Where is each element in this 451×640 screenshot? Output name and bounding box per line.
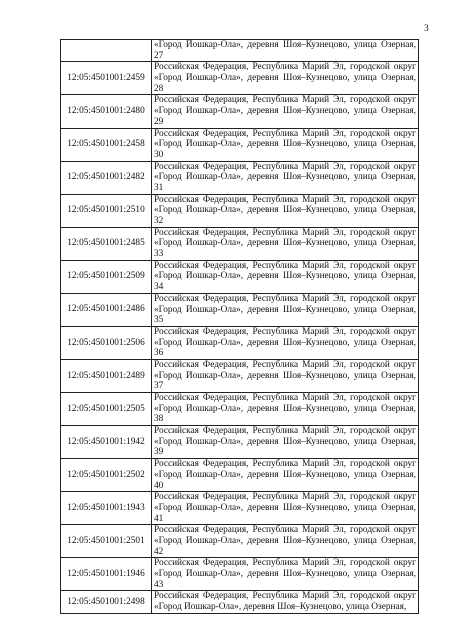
house-number: 27 [154, 50, 164, 61]
cadastral-number-cell: 12:05:4501001:2485 [61, 227, 152, 260]
address-line: «Город Йошкар-Ола», деревня Шоя–Кузнецово, улица Озерная, [154, 73, 416, 84]
table-row [61, 95, 419, 128]
address-line: «Город Йошкар-Ола», деревня Шоя–Кузнецово, улица Озерная, [154, 370, 416, 381]
address-line: «Город Йошкар-Ола», деревня Шоя–Кузнецово, улица Озерная, [154, 304, 416, 315]
table-row [61, 525, 419, 558]
address-line: Российская Федерация, Республика Марий Эл, городской округ [154, 426, 416, 437]
address-line: «Город Йошкар-Ола», деревня Шоя–Кузнецово, улица Озерная, [154, 139, 416, 150]
cadastral-number-cell: 12:05:4501001:1942 [61, 426, 152, 459]
table-body [61, 40, 419, 614]
cadastral-number-cell: 12:05:4501001:2486 [61, 293, 152, 326]
address-line: Российская Федерация, Республика Марий Эл, городской округ [154, 326, 416, 337]
table-row [61, 293, 419, 326]
address-line: «Город Йошкар-Ола», деревня Шоя–Кузнецово, улица Озерная, [154, 403, 416, 414]
address-cell [152, 95, 419, 128]
house-number: 43 [154, 579, 164, 590]
house-number: 41 [154, 513, 164, 524]
cadastral-number-cell: 12:05:4501001:2502 [61, 459, 152, 492]
cadastral-number-cell: 12:05:4501001:2505 [61, 393, 152, 426]
house-number: 29 [154, 116, 164, 127]
table-row [61, 426, 419, 459]
address-cell [152, 591, 419, 613]
address-line: Российская Федерация, Республика Марий Эл, городской округ [154, 161, 416, 172]
address-cell [152, 393, 419, 426]
address-line: Российская Федерация, Республика Марий Эл, городской округ [154, 128, 416, 139]
house-number: 40 [154, 480, 164, 491]
address-cell [152, 293, 419, 326]
cadastral-number-cell [61, 40, 152, 62]
table-row [61, 359, 419, 392]
page-number: 3 [424, 24, 429, 34]
address-line: «Город Йошкар-Ола», деревня Шоя–Кузнецово, улица Озерная, [154, 469, 416, 480]
house-number: 33 [154, 249, 164, 260]
house-number: 36 [154, 348, 164, 359]
address-line: «Город Йошкар-Ола», деревня Шоя–Кузнецово, улица Озерная, [154, 271, 416, 282]
cadastral-number-cell: 12:05:4501001:2506 [61, 326, 152, 359]
cadastral-number-cell: 12:05:4501001:2489 [61, 359, 152, 392]
table-row [61, 227, 419, 260]
table-row [61, 591, 419, 613]
address-line: Российская Федерация, Республика Марий Эл, городской округ [154, 227, 416, 238]
house-number: 35 [154, 315, 164, 326]
address-line: «Город Йошкар-Ола», деревня Шоя–Кузнецово, улица Озерная, [154, 602, 407, 613]
cadastral-number-cell: 12:05:4501001:1946 [61, 558, 152, 591]
address-cell [152, 128, 419, 161]
address-cell [152, 194, 419, 227]
cadastral-number-cell: 12:05:4501001:1943 [61, 492, 152, 525]
table-row [61, 40, 419, 62]
address-line: «Город Йошкар-Ола», деревня Шоя–Кузнецово, улица Озерная, [154, 205, 416, 216]
address-line: «Город Йошкар-Ола», деревня Шоя–Кузнецово, улица Озерная, [154, 337, 416, 348]
address-cell [152, 62, 419, 95]
address-line: Российская Федерация, Республика Марий Эл, городской округ [154, 359, 416, 370]
cadastral-number-cell: 12:05:4501001:2509 [61, 260, 152, 293]
address-cell [152, 558, 419, 591]
cadastral-number-cell: 12:05:4501001:2501 [61, 525, 152, 558]
table-row [61, 393, 419, 426]
house-number: 30 [154, 149, 164, 160]
house-number: 38 [154, 414, 164, 425]
house-number: 32 [154, 216, 164, 226]
cadastral-number-cell: 12:05:4501001:2458 [61, 128, 152, 161]
table-row [61, 62, 419, 95]
cadastral-number-cell: 12:05:4501001:2459 [61, 62, 152, 95]
table-row [61, 326, 419, 359]
table-row [61, 194, 419, 227]
house-number: 31 [154, 182, 164, 193]
house-number: 34 [154, 282, 164, 293]
house-number: 39 [154, 447, 164, 458]
address-line: Российская Федерация, Республика Марий Эл, городской округ [154, 293, 416, 304]
address-line: Российская Федерация, Республика Марий Эл, городской округ [154, 591, 416, 602]
table-row [61, 161, 419, 194]
address-line: «Город Йошкар-Ола», деревня Шоя–Кузнецово, улица Озерная, [154, 238, 416, 249]
table-row [61, 128, 419, 161]
address-line: Российская Федерация, Республика Марий Эл, городской округ [154, 194, 416, 205]
address-cell [152, 459, 419, 492]
table-row [61, 492, 419, 525]
house-number: 37 [154, 381, 164, 392]
table-row [61, 260, 419, 293]
address-cell [152, 426, 419, 459]
address-line: «Город Йошкар-Ола», деревня Шоя–Кузнецово, улица Озерная, [154, 535, 416, 546]
address-cell [152, 161, 419, 194]
address-cell [152, 492, 419, 525]
address-line: «Город Йошкар-Ола», деревня Шоя–Кузнецово, улица Озерная, [154, 502, 416, 513]
address-line: «Город Йошкар-Ола», деревня Шоя–Кузнецово, улица Озерная, [154, 172, 416, 183]
cadastral-number-cell: 12:05:4501001:2510 [61, 194, 152, 227]
cadastral-number-cell: 12:05:4501001:2480 [61, 95, 152, 128]
address-cell [152, 227, 419, 260]
address-cell [152, 260, 419, 293]
address-line: Российская Федерация, Республика Марий Эл, городской округ [154, 260, 416, 271]
address-line: Российская Федерация, Республика Марий Эл, городской округ [154, 393, 416, 403]
address-line: Российская Федерация, Республика Марий Эл, городской округ [154, 492, 416, 503]
cadastral-number-cell: 12:05:4501001:2482 [61, 161, 152, 194]
address-line: «Город Йошкар-Ола», деревня Шоя–Кузнецово, улица Озерная, [154, 436, 416, 447]
cadastral-number-cell: 12:05:4501001:2498 [61, 591, 152, 613]
table-row [61, 459, 419, 492]
table-row [61, 558, 419, 591]
address-line: «Город Йошкар-Ола», деревня Шоя–Кузнецово, улица Озерная, [154, 569, 416, 579]
house-number: 28 [154, 83, 164, 94]
address-cell [152, 525, 419, 558]
address-line: «Город Йошкар-Ола», деревня Шоя–Кузнецово, улица Озерная, [154, 40, 416, 50]
address-line: Российская Федерация, Республика Марий Эл, городской округ [154, 62, 416, 73]
cadastral-address-table [60, 39, 419, 614]
address-cell [152, 359, 419, 392]
address-line: Российская Федерация, Республика Марий Эл, городской округ [154, 525, 416, 536]
address-line: Российская Федерация, Республика Марий Эл, городской округ [154, 558, 416, 569]
address-line: Российская Федерация, Республика Марий Эл, городской округ [154, 95, 416, 106]
address-cell [152, 326, 419, 359]
address-line: Российская Федерация, Республика Марий Эл, городской округ [154, 459, 416, 470]
address-cell [152, 40, 419, 62]
house-number: 42 [154, 546, 164, 557]
address-line: «Город Йошкар-Ола», деревня Шоя–Кузнецово, улица Озерная, [154, 106, 416, 117]
